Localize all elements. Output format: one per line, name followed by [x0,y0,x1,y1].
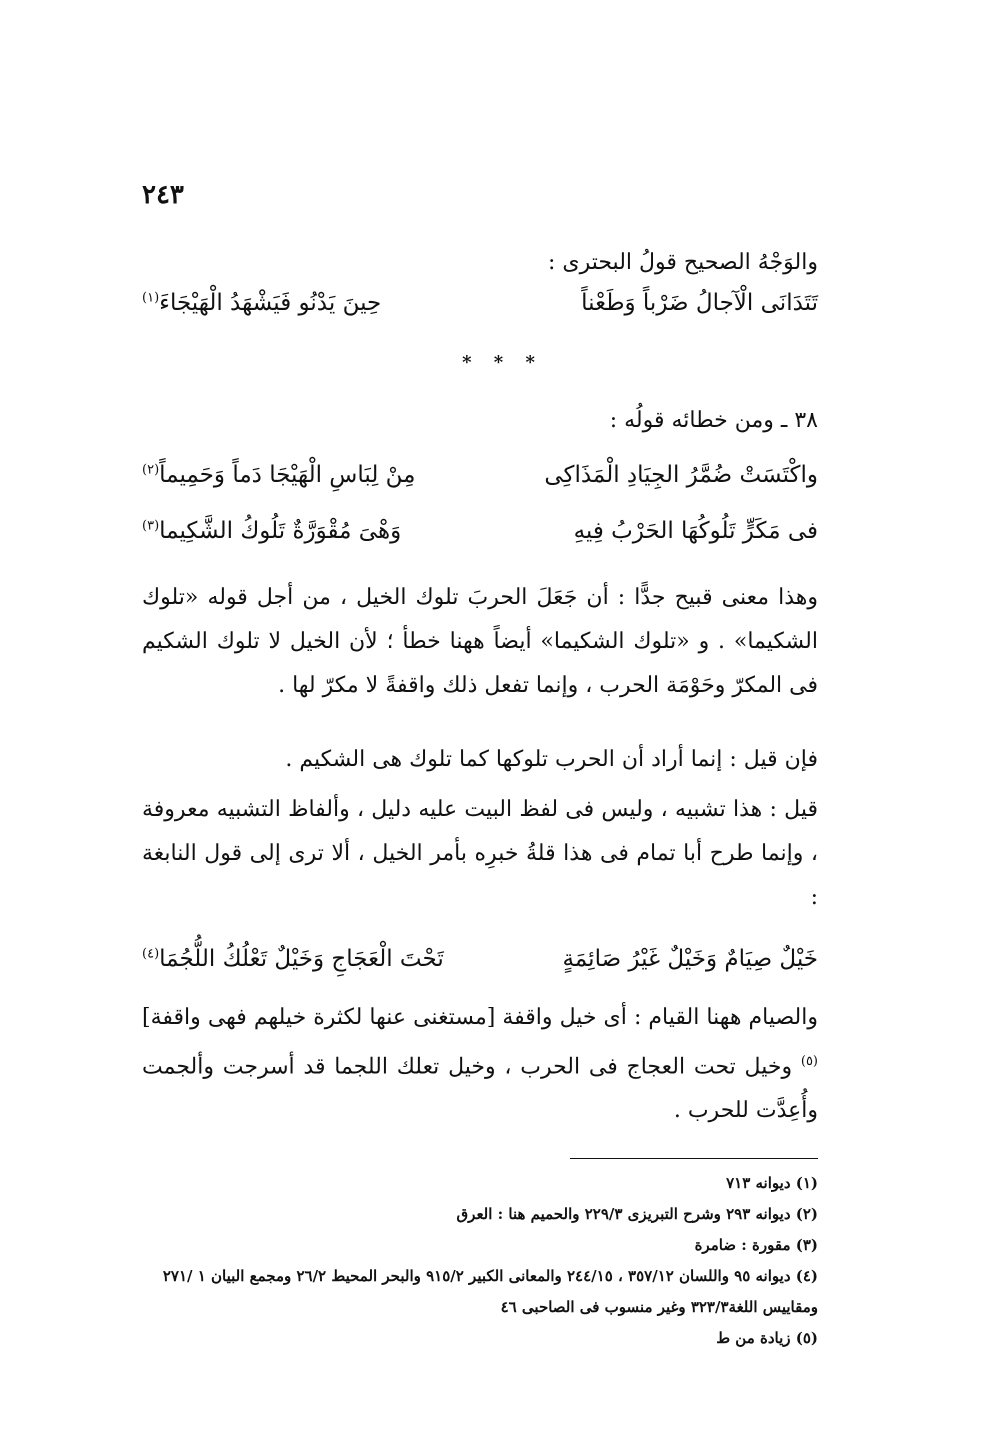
footnote-4: (٤) ديوانه ٩٥ واللسان ٣٥٧/١٢ ، ٢٤٤/١٥ والمعانى الكبير ٩١٥/٢ والبحر المحيط ٢٦/٢ ومجمع البيان ١ /٢٧١ ومقاييس اللغة٣٢٣/٣ وغير منسوب فى الصاحبى ٤٦ [162,1267,818,1316]
verse-3-first-hemistich: فى مَكَرٍّ تَلُوكُهَا الحَرْبُ فِيهِ [573,518,818,544]
verse-3-second-hemistich: وَهْىَ مُقْوَرَّةٌ تَلُوكُ الشَّكِيما [159,518,402,544]
footnote-ref-5: (٥) [800,1054,818,1069]
verse-3 [142,518,818,558]
footnote-ref-2: (٢) [142,462,160,478]
paragraph-4-part-1: والصيام ههنا القيام : أى خيل واقفة [مستغنى عنها لكثرة خيلهم فهى واقفة] [142,1005,818,1030]
paragraph-1: وهذا معنى قبيح جدًّا : أن جَعَلَ الحربَ تلوك الخيل ، من أجل قوله «تلوك الشكيما» . و «تلوك الشكيما» أيضاً ههنا خطأ ؛ لأن الخيل لا تلوك الشكيم فى المكرّ وحَوْمَة الحرب ، وإنما تفعل ذلك واقفةً لا مكرّ لها . [142,585,818,698]
footnote-1: (١) ديوانه ٧١٣ [726,1174,818,1192]
footnote-ref-1: (١) [142,290,160,306]
footnote-3: (٣) مقورة : ضامرة [694,1236,818,1254]
paragraph-2: فإن قيل : إنما أراد أن الحرب تلوكها كما تلوك هى الشكيم . [285,747,818,772]
verse-2 [142,462,818,502]
section-heading: ٣٨ ـ ومن خطائه قولُه : [609,408,818,433]
footnote-ref-3: (٣) [142,518,160,534]
paragraph-4-part-2: وخيل تحت العجاج فى الحرب ، وخيل تعلك اللجما قد أسرجت وألجمت وأُعِدَّت للحرب . [142,1054,818,1124]
page-number: ٢٤٣ [142,180,184,210]
footnote-divider [570,1158,818,1159]
verse-2-first-hemistich: واكْتَسَتْ ضُمَّرُ الجِيَادِ الْمَذَاكِى [544,462,818,488]
verse-4-first-hemistich: خَيْلٌ صِيَامٌ وَخَيْلٌ غَيْرُ صَائِمَةٍ [562,946,818,972]
verse-4-second-hemistich: تَحْتَ الْعَجَاجِ وَخَيْلٌ تَعْلُكُ اللُّجُمَا [159,946,444,972]
paragraph-3: قيل : هذا تشبيه ، وليس فى لفظ البيت عليه دليل ، وألفاظ التشبيه معروفة ، وإنما طرح أبا تمام فى هذا قلةُ خبرِه بأمر الخيل ، ألا ترى إلى قول النابغة : [142,797,818,910]
footnotes [142,1168,818,1354]
footnote-2: (٢) ديوانه ٢٩٣ وشرح التبريزى ٢٢٩/٣ والحميم هنا : العرق [456,1205,818,1223]
intro-line: والوَجْهُ الصحيح قولُ البحترى : [547,250,818,275]
footnote-ref-4: (٤) [142,946,160,962]
section-separator: * * * [462,352,543,373]
verse-1-second-hemistich: حِينَ يَدْنُو فَيَشْهَدُ الْهَيْجَاءَ [159,290,382,316]
verse-2-second-hemistich: مِنْ لِبَاسِ الْهَيْجَا دَماً وَحَمِيماً [159,462,416,488]
footnote-5: (٥) زيادة من ط [716,1329,818,1347]
verse-4 [142,946,818,986]
paragraph-4 [142,996,818,1133]
verse-1-first-hemistich: تَتَدَانَى الْآجالُ ضَرْباً وَطَعْناً [581,290,818,316]
verse-1 [142,290,818,330]
